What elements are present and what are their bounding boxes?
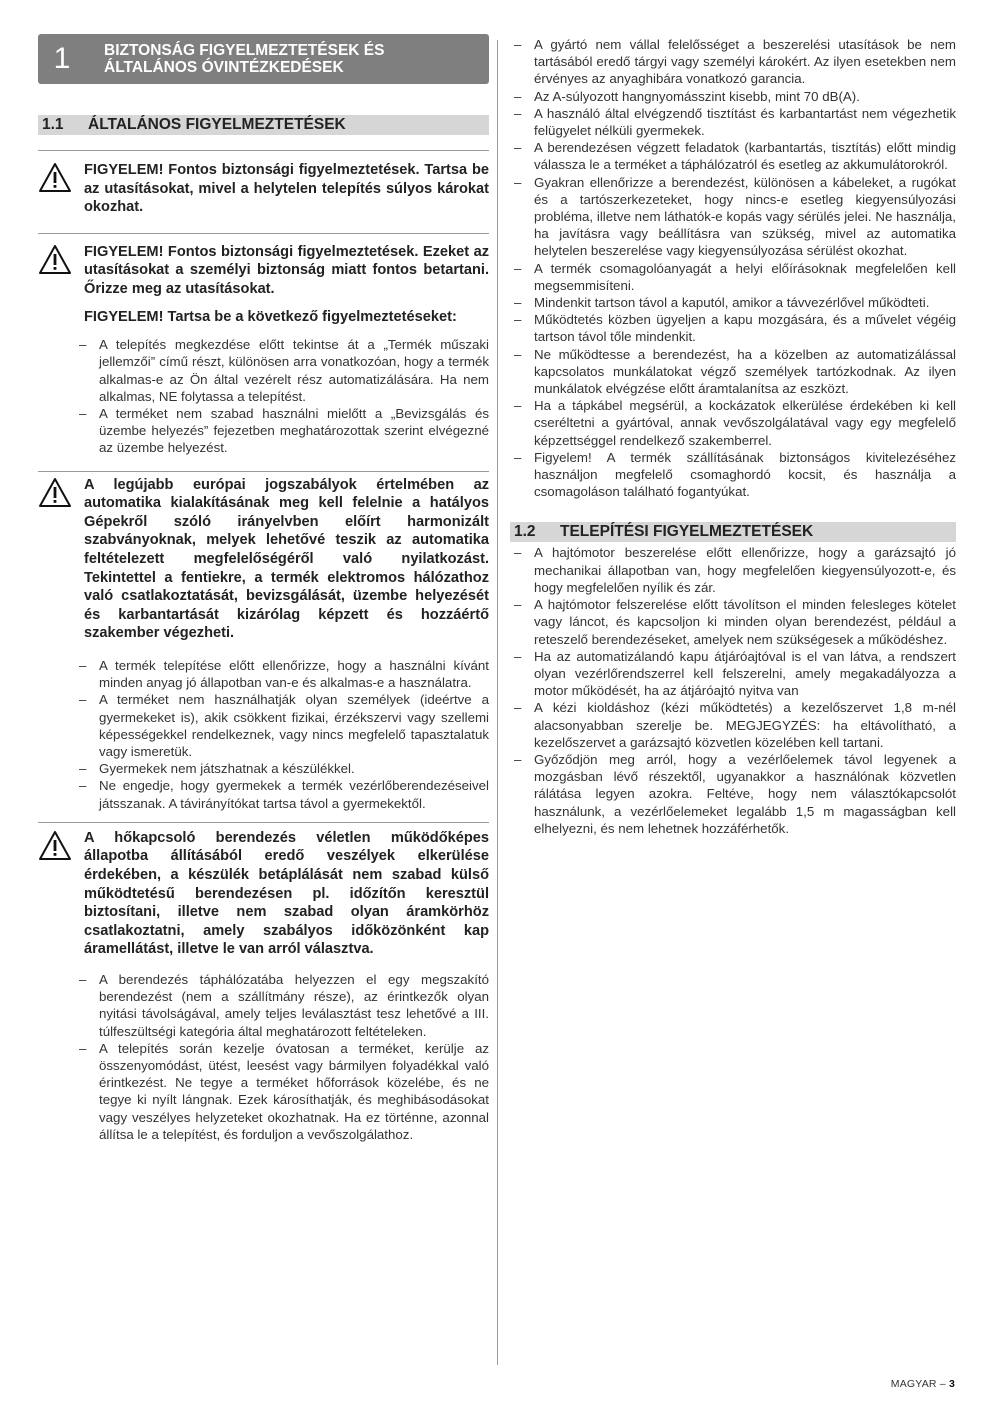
list-item: – Működtetés közben ügyeljen a kapu mozgására, és a művelet végéig tartson távol tőle mindenkit. <box>510 311 956 345</box>
page-number: 3 <box>948 1378 955 1390</box>
chapter-title <box>86 34 489 84</box>
list-item: – A kézi kioldáshoz (kézi működtetés) a kezelőszervet 1,8 m-nél alacsonyabban szerelje be. MEGJEGYZÉS: ha eltávolítható, a kezelőszervet a garázsajtó közvetlen közelében kell tartani. <box>510 699 956 751</box>
right-column <box>510 36 956 837</box>
list-item: – Ha a tápkábel megsérül, a kockázatok elkerülése érdekében ki kell cseréltetni a gyártóval, annak vevőszolgálatával vagy egy megfelelő képzettséggel rendelkező szakemberrel. <box>510 397 956 449</box>
footer-language: MAGYAR – <box>890 1378 949 1390</box>
warning-triangle-icon <box>38 243 84 326</box>
list-item: – Gyermekek nem játszhatnak a készülékkel. <box>75 760 489 777</box>
list-item: – A használó által elvégzendő tisztítást és karbantartást nem végezhetik felügyelet nélküli gyermekek. <box>510 105 956 139</box>
list-item: – Ne működtesse a berendezést, ha a közelben az automatizálással kapcsolatos munkálatokat végző személyek tartózkodnak. Az ilyen munkálatok elvégzése előtt áramtalanítsa az eszközt. <box>510 346 956 398</box>
warning-2-list <box>75 336 489 456</box>
installation-warnings-list <box>510 544 956 836</box>
warning-3-list <box>75 657 489 812</box>
list-item: – A termék telepítése előtt ellenőrizze, hogy a használni kívánt minden anyag jó állapotban van-e és alkalmas-e a használatra. <box>75 657 489 691</box>
chapter-title-line2: ÁLTALÁNOS ÓVINTÉZKEDÉSEK <box>104 59 344 76</box>
list-item: – Gyakran ellenőrizze a berendezést, különösen a kábeleket, a rugókat és a tartószerkezeteket, hogy nincs-e esetleg kiegyensúlyozási probléma, illetve nem láthatók-e kopás vagy sérülés jelei. Ne használja, ha javításra vagy beállításra van szükség, mivel az automatika helytelen beszerelése vagy kiegyensúlyozása sérülést okozhat. <box>510 174 956 260</box>
warning-block-3 <box>38 471 489 643</box>
list-item: – A terméket nem szabad használni mielőtt a „Bevizsgálás és üzembe helyezés” fejezetben meghatározottak szerint elvégezné az üzembe helyezést. <box>75 405 489 457</box>
list-item: – A berendezés táphálózatába helyezzen el egy megszakító berendezést (nem a szállítmány része), az érintkezők olyan nyitási távolságával, amely teljes leválasztást tesz lehetővé a III. túlfeszültségi kategória által meghatározott feltételeken. <box>75 971 489 1040</box>
list-item: – A berendezésen végzett feladatok (karbantartás, tisztítás) előtt mindig válassza le a terméket a táphálózatról és esetleg az akkumulátorokról. <box>510 139 956 173</box>
warning-text <box>84 829 489 959</box>
warning-1-text: FIGYELEM! Fontos biztonsági figyelmeztetések. Tartsa be az utasításokat, mivel a helytelen telepítés súlyos károkat okozhat. <box>84 162 489 216</box>
general-warnings-list <box>510 36 956 500</box>
warning-text <box>84 476 489 643</box>
warning-block-1 <box>38 150 489 233</box>
chapter-title-line1: BIZTONSÁG FIGYELMEZTETÉSEK ÉS <box>104 42 385 59</box>
section-title: ÁLTALÁNOS FIGYELMEZTETÉSEK <box>88 116 346 133</box>
list-item: – Ne engedje, hogy gyermekek a termék vezérlőberendezéseivel játsszanak. A távirányítókat tartsa távol a gyermekektől. <box>75 777 489 811</box>
warning-text <box>84 243 489 326</box>
list-item: – A telepítés megkezdése előtt tekintse át a „Termék műszaki jellemzői” című részt, különösen arra vonatkozóan, hogy a termék alkalmas-e az Ön által vezérelt rész automatizálására. Ha nem alkalmas, NE folytassa a telepítést. <box>75 336 489 405</box>
warning-triangle-icon <box>38 476 84 643</box>
warning-text <box>84 161 489 217</box>
list-item: – A termék csomagolóanyagát a helyi előírásoknak megfelelően kell megsemmisíteni. <box>510 260 956 294</box>
warning-block-4 <box>38 822 489 959</box>
section-heading-1-2 <box>510 522 956 542</box>
list-item: – Ha az automatizálandó kapu átjáróajtóval is el van látva, a rendszert olyan vezérlőrendszerrel kell felszerelni, amely megakadályozza a motor működését, ha az átjáróajtó nyitva van <box>510 648 956 700</box>
list-item: – A gyártó nem vállal felelősséget a beszerelési utasítások be nem tartásából eredő tárgyi vagy személyi károkért. Az ilyen esetekben nem érvényes az anyaghibára vonatkozó garancia. <box>510 36 956 88</box>
section-heading-1-1 <box>38 115 489 135</box>
page-footer <box>891 1378 955 1390</box>
column-divider <box>497 40 498 1365</box>
warning-triangle-icon <box>38 161 84 217</box>
warning-4-text: A hőkapcsoló berendezés véletlen működőképes állapotba állításából eredő veszélyek elkerülése érdekében, a készülék betáplálását nem szabad külső működtetésű berendezésen pl. időzítőn keresztül biztosítani, illetve nem szabad olyan áramkörhöz csatlakoztatni, amely szabályos időközönként kap áramellátást, illetve le van arról választva. <box>84 829 489 958</box>
list-item: – A hajtómotor felszerelése előtt távolítson el minden felesleges kötelet vagy láncot, és kapcsoljon ki minden olyan berendezést, például a reteszelő berendezéseket, amelyek nem szükségesek a működéshez. <box>510 596 956 648</box>
list-item: – A telepítés során kezelje óvatosan a terméket, kerülje az összenyomódást, ütést, leesést vagy bármilyen folyadékkal való érintkezést. Ne tegye a terméket hőforrások közelébe, és ne tegye ki nyílt lángnak. Ezek károsíthatják, és meghibásodásokat vagy veszélyes helyzeteket okozhatnak. Ha ez történne, azonnal állítsa le a telepítést, és forduljon a vevőszolgálathoz. <box>75 1040 489 1143</box>
chapter-header <box>38 34 489 84</box>
section-title: TELEPÍTÉSI FIGYELMEZTETÉSEK <box>560 523 814 541</box>
list-item: – Győződjön meg arról, hogy a vezérlőelemek távol legyenek a mozgásban lévő részektől, ugyanakkor a használónak közvetlen rálátása legyen azokra. Feltéve, hogy nem választókapcsolót használunk, a vezérlőelemeket legalább 1,5 m magasságban kell elhelyezni, és nem lehetnek hozzáférhetők. <box>510 751 956 837</box>
warning-triangle-icon <box>38 829 84 959</box>
list-item: – Az A-súlyozott hangnyomásszint kisebb, mint 70 dB(A). <box>510 88 956 105</box>
warning-3-text: A legújabb európai jogszabályok értelmében az automatika kialakításának meg kell felelnie a hatályos Gépekről szóló irányelvben előírt harmonizált szabványoknak, melyek lehetővé teszik az automatika feltételezett megfelelőségéről való nyilatkozást. Tekintettel a fentiekre, a termék elektromos hálózathoz való csatlakoztatását, bevizsgálását, üzembe helyezését és karbantartását kizárólag képzett és hozzáértő szakember végezheti. <box>84 476 489 642</box>
list-item: – A terméket nem használhatják olyan személyek (ideértve a gyermekeket is), akik csökkent fizikai, érzékszervi vagy szellemi képességekkel rendelkeznek, vagy nincs megfelelő tapasztalatuk vagy ismeretük. <box>75 691 489 760</box>
section-number: 1.1 <box>42 116 64 133</box>
list-item: – Mindenkit tartson távol a kaputól, amikor a távvezérlővel működteti. <box>510 294 956 311</box>
left-column <box>38 34 489 1143</box>
warning-block-2 <box>38 233 489 326</box>
list-item: – A hajtómotor beszerelése előtt ellenőrizze, hogy a garázsajtó jó mechanikai állapotban van, hogy megfelelően kiegyensúlyozott-e, és hogy megfelelően nyílik és zár. <box>510 544 956 596</box>
chapter-number: 1 <box>53 42 71 75</box>
warning-4-list <box>75 971 489 1143</box>
section-number: 1.2 <box>514 523 536 541</box>
list-item: – Figyelem! A termék szállításának biztonságos kivitelezéséhez használjon megfelelő csomaghordó kocsit, és használja a csomagoláson található fogantyúkat. <box>510 449 956 501</box>
warning-2-text2: FIGYELEM! Tartsa be a következő figyelmeztetéseket: <box>84 308 457 325</box>
warning-2-text: FIGYELEM! Fontos biztonsági figyelmeztetések. Ezeket az utasításokat a személyi biztonság miatt fontos betartani. Őrizze meg az utasításokat. <box>84 243 489 297</box>
